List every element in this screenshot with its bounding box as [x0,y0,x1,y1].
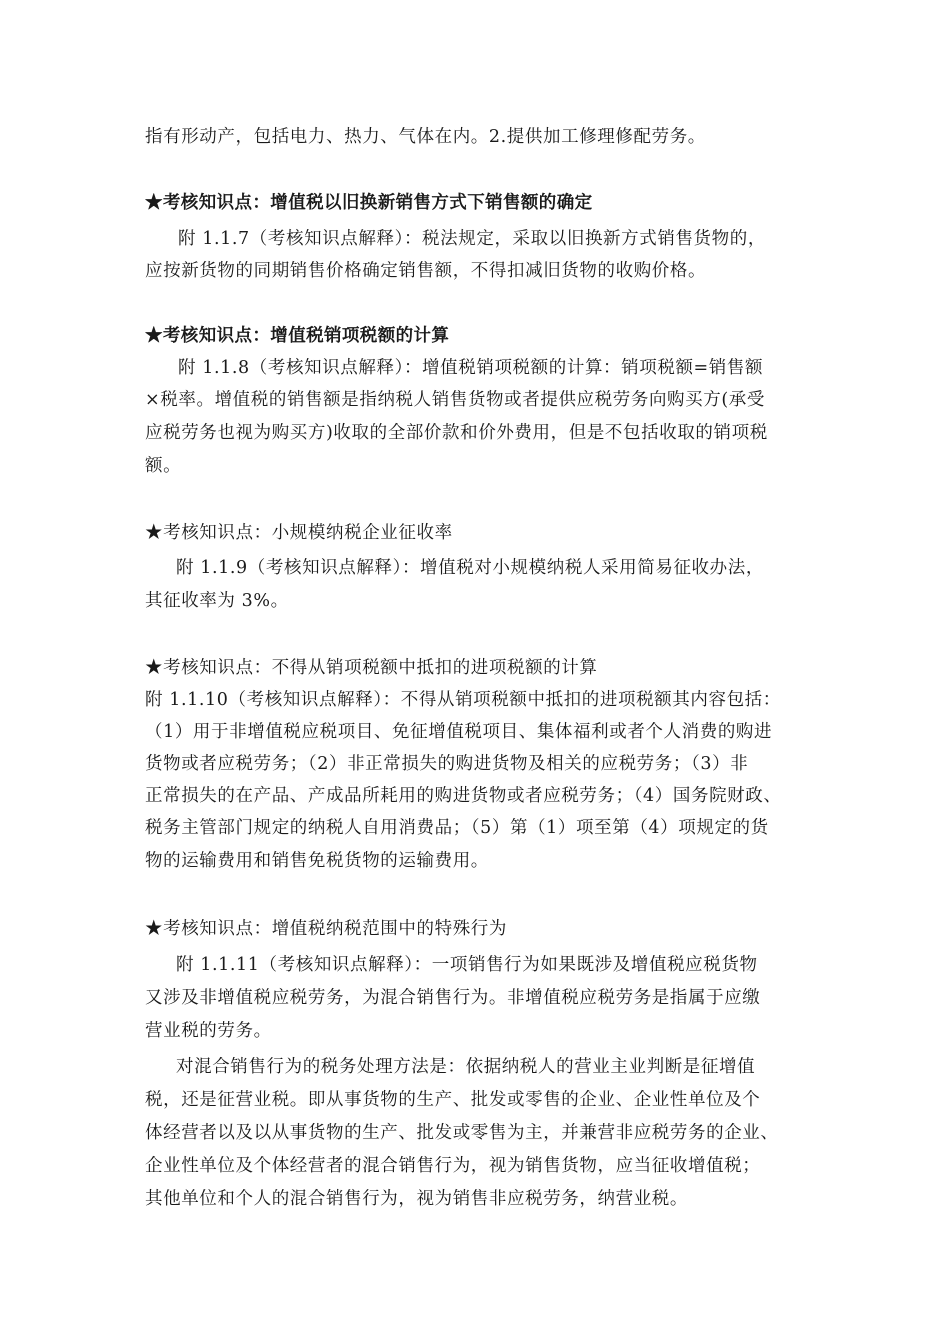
paragraph-line: 企业性单位及个体经营者的混合销售行为，视为销售货物，应当征收增值税； [145,1156,761,1176]
paragraph-line: 附 1.1.8（考核知识点解释）：增值税销项税额的计算：销项税额=销售额 [178,358,764,378]
paragraph-line: 营业税的劳务。 [145,1021,272,1041]
paragraph-line: 应按新货物的同期销售价格确定销售额，不得扣减旧货物的收购价格。 [145,261,707,281]
paragraph-line: 体经营者以及以从事货物的生产、批发或零售为主，并兼营非应税劳务的企业、 [145,1123,779,1143]
section-heading: ★考核知识点：不得从销项税额中抵扣的进项税额的计算 [145,658,598,678]
paragraph-line: 货物或者应税劳务；（2）非正常损失的购进货物及相关的应税劳务；（3）非 [145,754,749,774]
paragraph-line: 附 1.1.10（考核知识点解释）：不得从销项税额中抵扣的进项税额其内容包括： [145,690,781,710]
paragraph-line: 附 1.1.9（考核知识点解释）：增值税对小规模纳税人采用简易征收办法， [176,558,764,578]
paragraph-line: 附 1.1.11（考核知识点解释）：一项销售行为如果既涉及增值税应税货物 [176,955,758,975]
paragraph-line: 又涉及非增值税应税劳务，为混合销售行为。非增值税应税劳务是指属于应缴 [145,988,761,1008]
paragraph-line: 其他单位和个人的混合销售行为，视为销售非应税劳务，纳营业税。 [145,1189,688,1209]
paragraph-line: 税务主管部门规定的纳税人自用消费品；（5）第（1）项至第（4）项规定的货 [145,818,769,838]
paragraph-line: 应税劳务也视为购买方)收取的全部价款和价外费用，但是不包括收取的销项税 [145,423,768,443]
paragraph-line: （1）用于非增值税应税项目、免征增值税项目、集体福利或者个人消费的购进 [145,722,773,742]
paragraph-line: 正常损失的在产品、产成品所耗用的购进货物或者应税劳务；（4）国务院财政、 [145,786,782,806]
section-heading: ★考核知识点：增值税销项税额的计算 [145,326,450,346]
paragraph-line: 物的运输费用和销售免税货物的运输费用。 [145,851,489,871]
paragraph-line: 附 1.1.7（考核知识点解释）：税法规定，采取以旧换新方式销售货物的， [178,229,766,249]
paragraph-line: 税，还是征营业税。即从事货物的生产、批发或零售的企业、企业性单位及个 [145,1090,761,1110]
paragraph-line: 其征收率为 3%。 [145,591,289,611]
section-heading: ★考核知识点：小规模纳税企业征收率 [145,523,453,543]
section-heading: ★考核知识点：增值税纳税范围中的特殊行为 [145,919,507,939]
paragraph-line: 额。 [145,456,182,476]
paragraph-line: 对混合销售行为的税务处理方法是：依据纳税人的营业主业判断是征增值 [176,1057,756,1077]
section-heading: ★考核知识点：增值税以旧换新销售方式下销售额的确定 [145,193,593,213]
paragraph-line: ×税率。增值税的销售额是指纳税人销售货物或者提供应税劳务向购买方(承受 [145,390,765,410]
text-line: 指有形动产，包括电力、热力、气体在内。2.提供加工修理修配劳务。 [145,127,706,147]
